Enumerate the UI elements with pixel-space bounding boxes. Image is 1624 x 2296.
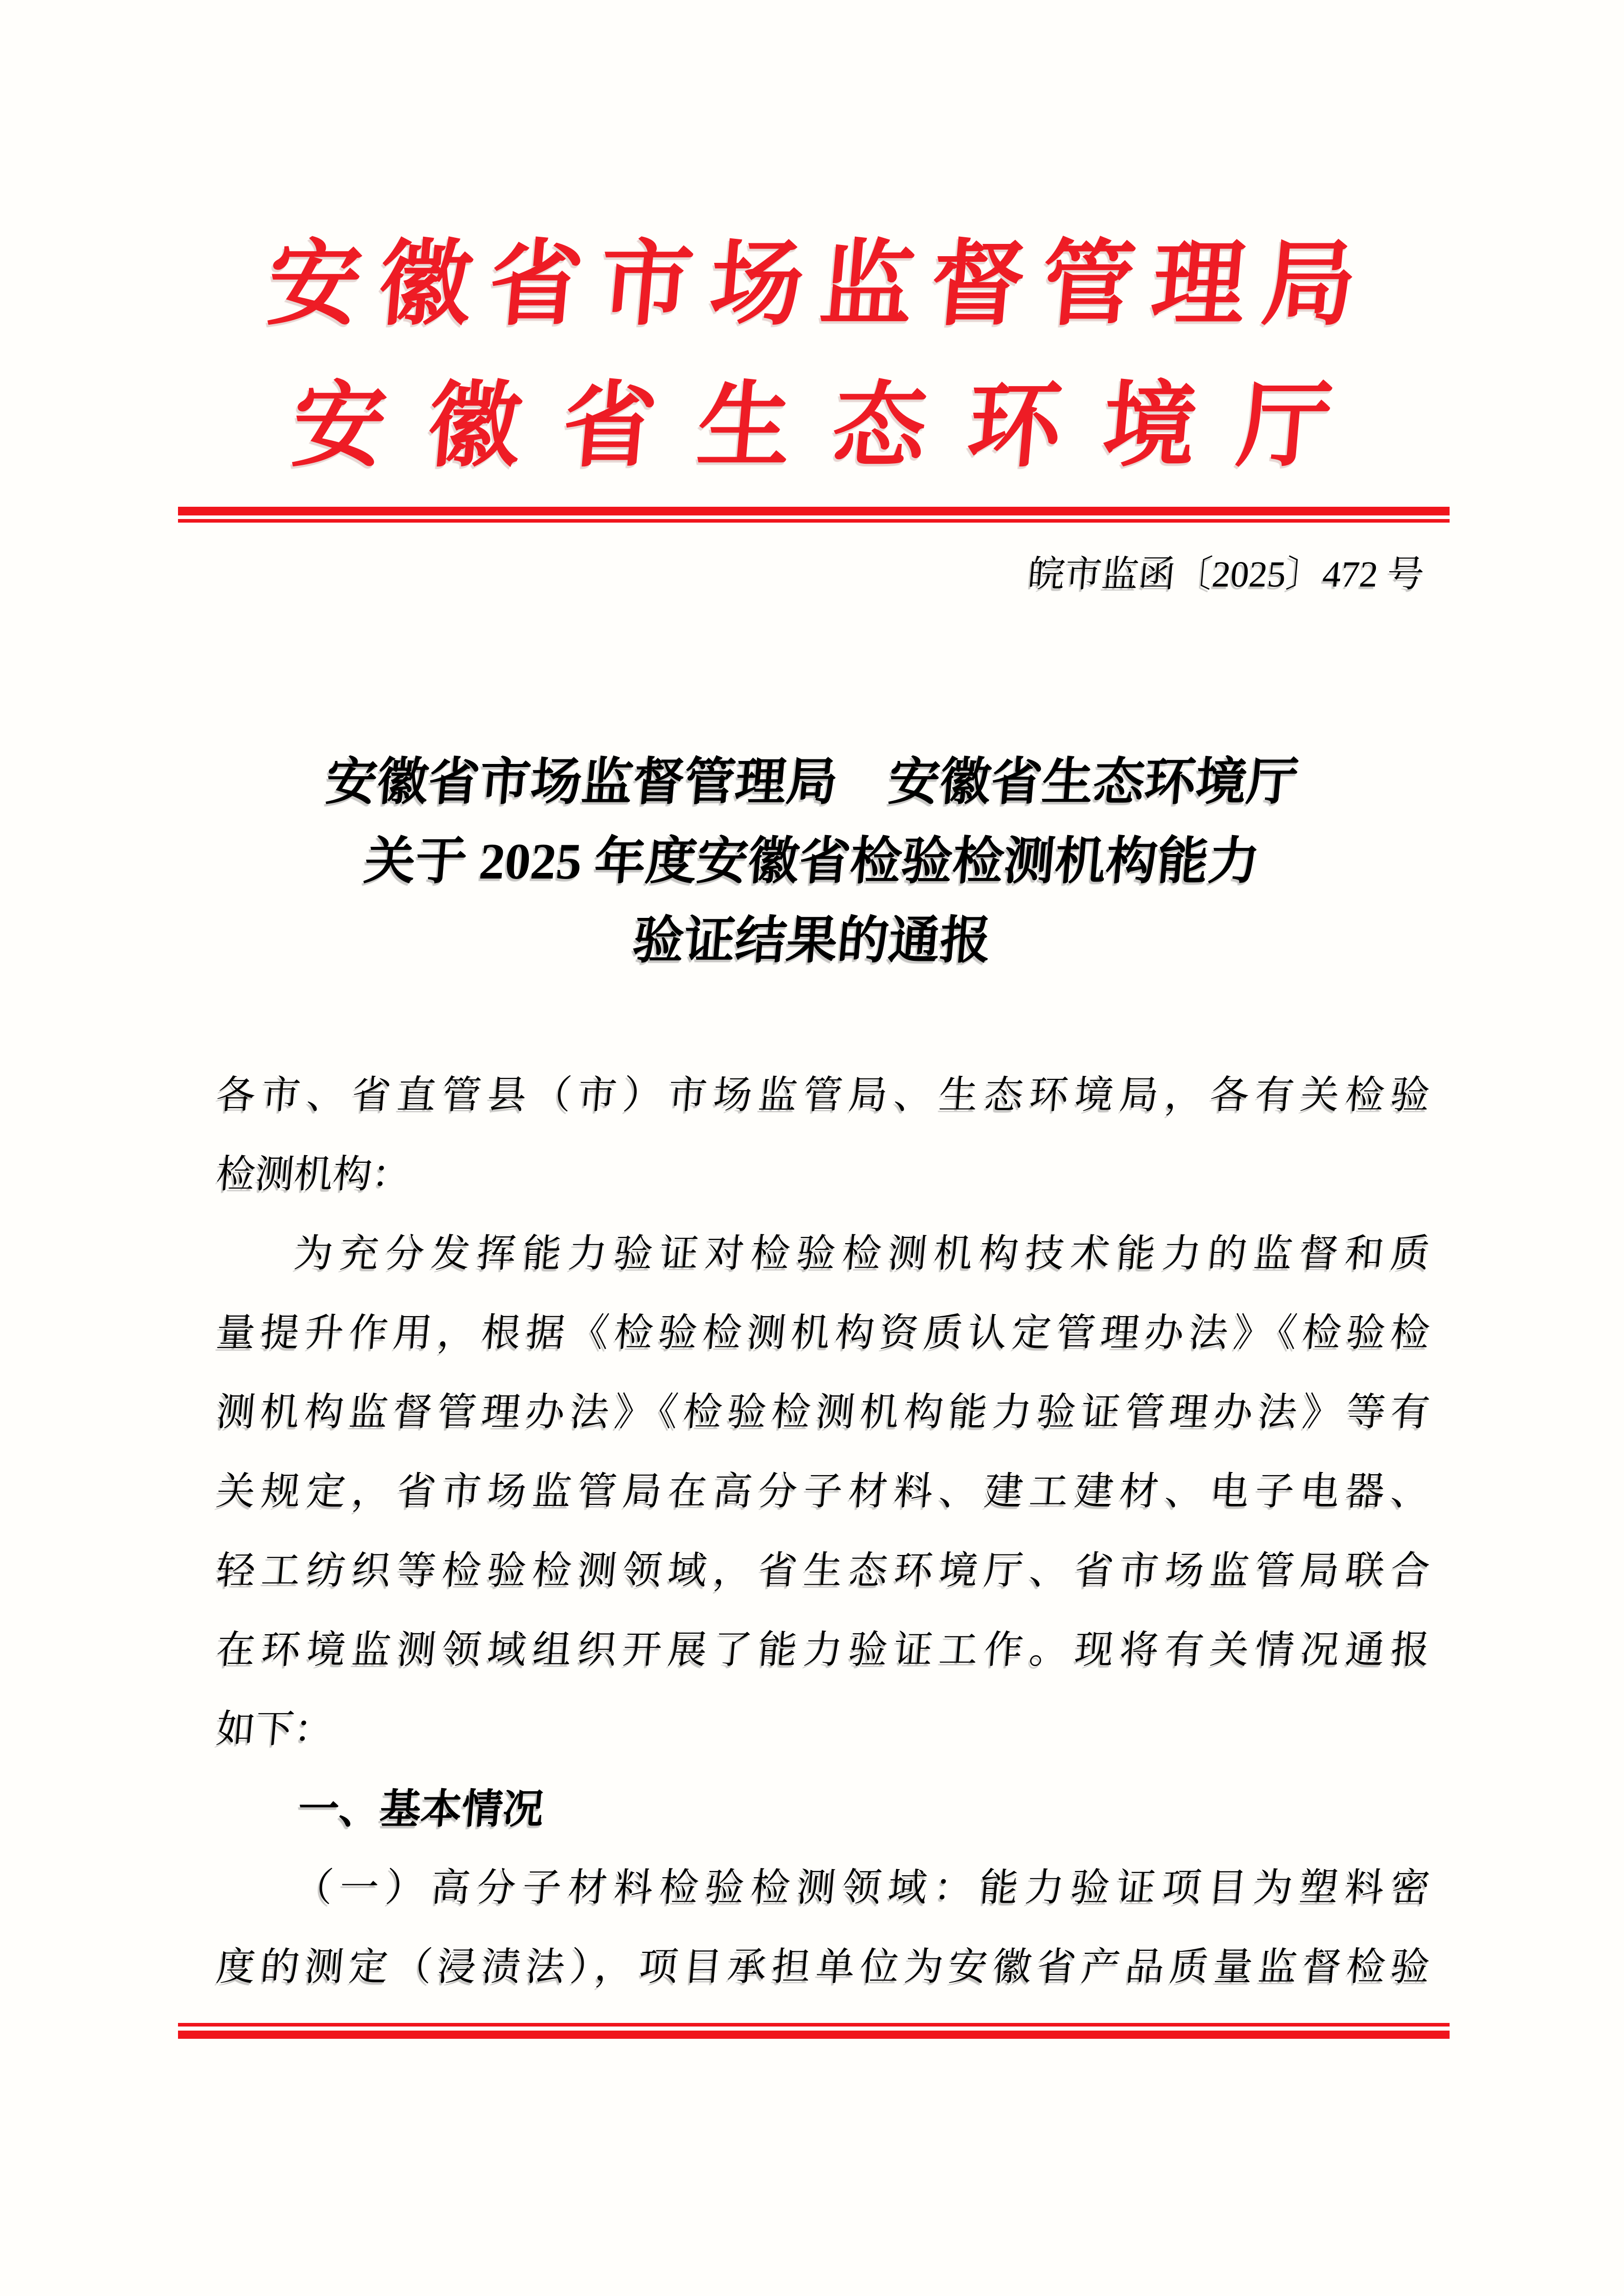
doc-number: 皖市监函〔2025〕472 号 bbox=[1026, 554, 1426, 595]
doc-body bbox=[216, 1056, 1430, 2007]
body-line: 轻工纺织等检验检测领域，省生态环境厅、省市场监管局联合 bbox=[214, 1549, 1432, 1592]
body-line: 如下： bbox=[214, 1708, 335, 1751]
bottom-rule-thick bbox=[178, 2031, 1450, 2039]
body-line: 关规定，省市场监管局在高分子材料、建工建材、电子电器、 bbox=[214, 1470, 1432, 1513]
body-line: 度的测定（浸渍法），项目承担单位为安徽省产品质量监督检验 bbox=[214, 1946, 1432, 1989]
letterhead-agency-2: 安徽省生态环境厅 bbox=[288, 375, 1378, 478]
body-line: 为充分发挥能力验证对检验检测机构技术能力的监督和质 bbox=[292, 1232, 1432, 1275]
body-line: 量提升作用，根据《检验检测机构资质认定管理办法》《检验检 bbox=[214, 1312, 1432, 1355]
body-line: 在环境监测领域组织开展了能力验证工作。现将有关情况通报 bbox=[214, 1629, 1432, 1672]
body-line-salutation-1: 各市、省直管县（市）市场监管局、生态环境局，各有关检验 bbox=[214, 1074, 1432, 1117]
body-line: 测机构监督管理办法》《检验检测机构能力验证管理办法》等有 bbox=[214, 1391, 1432, 1434]
letterhead-agency-1: 安徽省市场监督管理局 bbox=[263, 234, 1378, 336]
doc-title-line-3: 验证结果的通报 bbox=[630, 912, 994, 969]
doc-title bbox=[199, 742, 1425, 980]
doc-title-line-1: 安徽省市场监督管理局 安徽省生态环境厅 bbox=[323, 754, 1301, 811]
bottom-rule-thin bbox=[178, 2023, 1450, 2027]
body-line-salutation-2: 检测机构： bbox=[214, 1153, 413, 1196]
top-rule-thin bbox=[178, 519, 1450, 523]
section-heading-basic-info: 一、基本情况 bbox=[296, 1786, 546, 1832]
top-rule-thick bbox=[178, 507, 1450, 515]
doc-title-line-2: 关于 2025 年度安徽省检验检测机构能力 bbox=[362, 833, 1262, 890]
body-line: （一）高分子材料检验检测领域：能力验证项目为塑料密 bbox=[292, 1866, 1432, 1909]
